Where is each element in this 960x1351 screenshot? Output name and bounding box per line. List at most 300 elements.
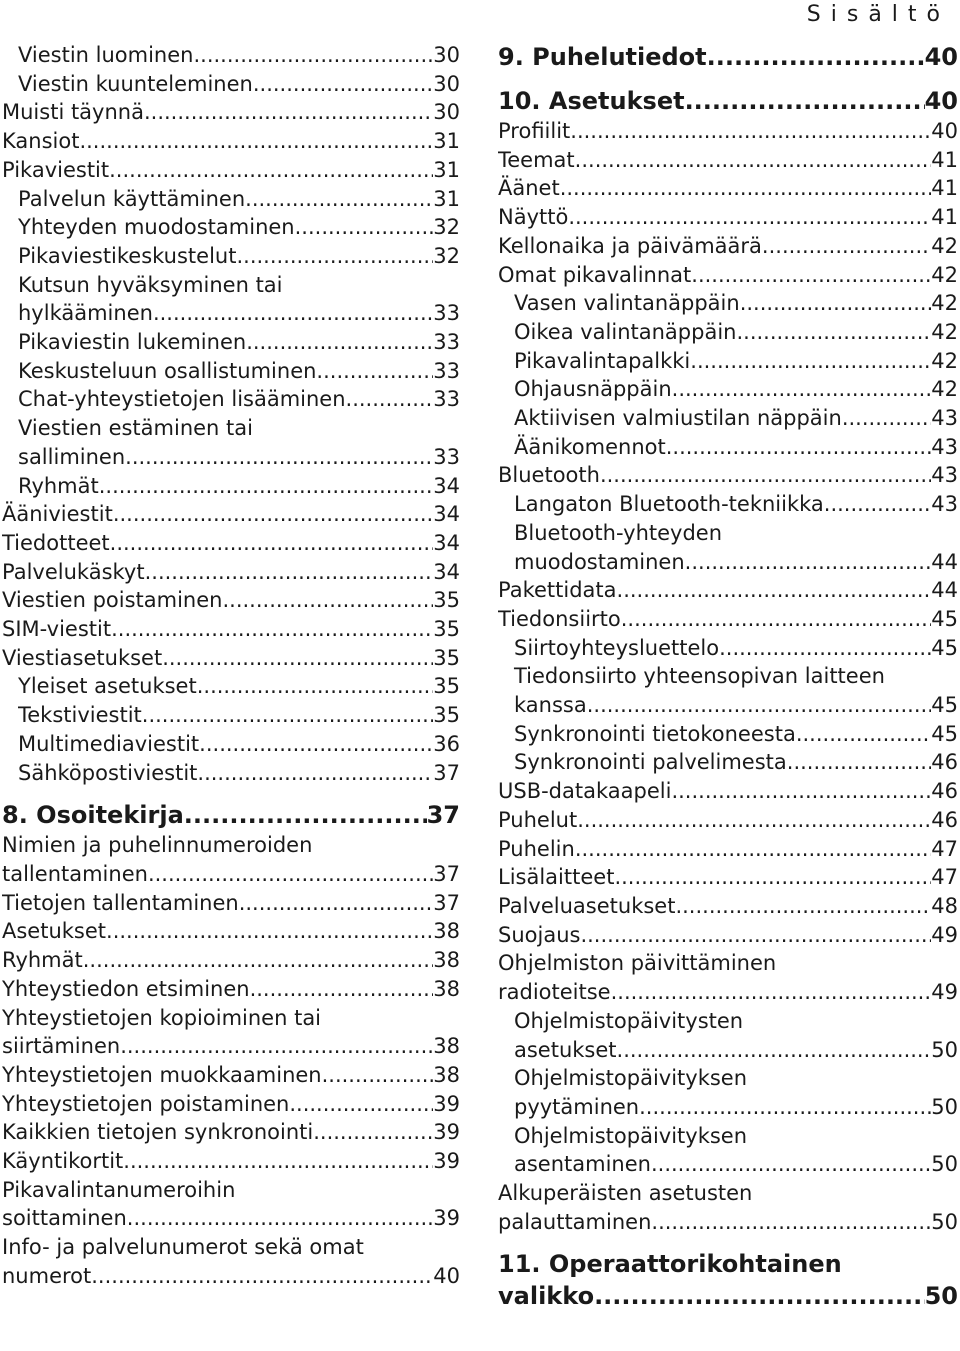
toc-page-number: 43 xyxy=(931,492,958,517)
dot-leader xyxy=(577,806,931,835)
toc-entry-title: numerot xyxy=(2,1263,92,1288)
toc-entry-title: Ryhmät xyxy=(18,473,99,498)
toc-entry[interactable] xyxy=(498,1179,958,1236)
toc-entry-title: Langaton Bluetooth-tekniikka xyxy=(514,492,824,517)
toc-entry-title: USB-datakaapeli xyxy=(498,779,672,804)
toc-entry[interactable] xyxy=(498,146,958,175)
toc-page-number: 42 xyxy=(931,233,958,258)
toc-entry-title: Pikaviestikeskustelut xyxy=(18,243,237,268)
toc-page-number: 50 xyxy=(931,1209,958,1234)
dot-leader xyxy=(346,385,434,414)
dot-leader xyxy=(110,529,434,558)
dot-leader xyxy=(671,777,931,806)
toc-entry[interactable] xyxy=(2,41,460,70)
toc-page-number: 34 xyxy=(433,502,460,527)
toc-entry-title: Kellonaika ja päivämäärä xyxy=(498,233,762,258)
toc-entry[interactable] xyxy=(2,271,460,328)
dot-leader xyxy=(691,261,931,290)
toc-page-number: 46 xyxy=(931,779,958,804)
toc-entry[interactable] xyxy=(2,1061,460,1090)
toc-page-number: 33 xyxy=(433,330,460,355)
toc-entry[interactable] xyxy=(498,1007,958,1064)
toc-entry-title: Palveluasetukset xyxy=(498,893,676,918)
toc-entry-title-line: Viestien estäminen tai xyxy=(18,416,253,441)
toc-page-number: 41 xyxy=(931,147,958,172)
toc-entry[interactable] xyxy=(498,806,958,835)
toc-page-number: 30 xyxy=(433,71,460,96)
toc-entry[interactable] xyxy=(498,289,958,318)
dot-leader xyxy=(575,835,931,864)
toc-left-column xyxy=(2,41,460,1291)
toc-entry[interactable] xyxy=(498,720,958,749)
toc-entry[interactable] xyxy=(498,863,958,892)
toc-entry-title-line: Ohjelmistopäivityksen xyxy=(514,1066,748,1091)
toc-entry[interactable] xyxy=(2,917,460,946)
dot-leader xyxy=(651,1150,931,1179)
dot-leader xyxy=(570,117,931,146)
dot-leader xyxy=(145,558,434,587)
toc-page-number: 37 xyxy=(433,890,460,915)
toc-entry-title: Vasen valintanäppäin xyxy=(514,291,740,316)
toc-entry-title: Kaikkien tietojen synkronointi xyxy=(2,1120,314,1145)
toc-entry-title-line: Bluetooth-yhteyden xyxy=(514,520,723,545)
toc-entry-title: Yleiset asetukset xyxy=(18,674,197,699)
toc-page-number: 46 xyxy=(931,807,958,832)
toc-page-number: 42 xyxy=(931,377,958,402)
dot-leader xyxy=(142,701,433,730)
toc-entry-title: Oikea valintanäppäin xyxy=(514,319,737,344)
toc-page-number: 38 xyxy=(433,976,460,1001)
toc-page-number: 39 xyxy=(433,1206,460,1231)
dot-leader xyxy=(685,548,932,577)
toc-entry-title: Tiedonsiirto xyxy=(498,606,621,631)
toc-entry[interactable] xyxy=(2,98,460,127)
toc-page-number: 43 xyxy=(931,463,958,488)
toc-entry[interactable] xyxy=(2,156,460,185)
dot-leader xyxy=(153,299,433,328)
toc-entry-title: Puhelut xyxy=(498,807,578,832)
toc-entry-title-line: Ohjelmistopäivitysten xyxy=(514,1008,744,1033)
toc-entry-title: Pikaviestit xyxy=(2,157,110,182)
toc-entry-title: Lisälaitteet xyxy=(498,865,615,890)
dot-leader xyxy=(99,472,434,501)
dot-leader xyxy=(316,357,433,386)
toc-entry-title-line: Ohjelmiston päivittäminen xyxy=(498,951,777,976)
toc-entry-title: Palvelukäskyt xyxy=(2,559,145,584)
toc-entry-title: siirtäminen xyxy=(2,1034,121,1059)
toc-page-number: 50 xyxy=(924,1282,958,1311)
toc-entry[interactable] xyxy=(498,835,958,864)
dot-leader xyxy=(199,730,433,759)
dot-leader xyxy=(707,41,925,73)
toc-page-number: 38 xyxy=(433,1034,460,1059)
dot-leader xyxy=(197,759,433,788)
toc-entry-title-line: Alkuperäisten asetusten xyxy=(498,1181,753,1206)
toc-chapter-heading[interactable] xyxy=(498,41,958,73)
dot-leader xyxy=(685,85,925,117)
dot-leader xyxy=(91,1262,433,1291)
toc-entry-title-line: Kutsun hyväksyminen tai xyxy=(18,272,283,297)
toc-page-number: 32 xyxy=(433,215,460,240)
toc-entry[interactable] xyxy=(2,414,460,471)
toc-entry[interactable] xyxy=(498,1122,958,1179)
dot-leader xyxy=(560,174,932,203)
toc-page-number: 44 xyxy=(931,549,958,574)
dot-leader xyxy=(740,289,932,318)
toc-entry-title: Pakettidata xyxy=(498,578,617,603)
dot-leader xyxy=(250,975,434,1004)
toc-entry-title: Teemat xyxy=(498,147,575,172)
toc-page-number: 39 xyxy=(433,1120,460,1145)
toc-page-number: 45 xyxy=(931,721,958,746)
toc-entry-title: 8. Osoitekirja xyxy=(2,801,184,830)
toc-entry[interactable] xyxy=(2,529,460,558)
dot-leader xyxy=(842,404,931,433)
toc-entry-title: asentaminen xyxy=(514,1152,651,1177)
dot-leader xyxy=(246,328,433,357)
toc-entry[interactable] xyxy=(2,889,460,918)
toc-entry-title: 10. Asetukset xyxy=(498,87,685,115)
dot-leader xyxy=(639,1093,931,1122)
dot-leader xyxy=(289,1090,433,1119)
dot-leader xyxy=(690,347,931,376)
toc-entry[interactable] xyxy=(498,605,958,634)
toc-page-number: 45 xyxy=(931,606,958,631)
toc-entry[interactable] xyxy=(498,433,958,462)
toc-entry-title: Käyntikortit xyxy=(2,1149,124,1174)
toc-entry[interactable] xyxy=(2,242,460,271)
toc-page-number: 30 xyxy=(433,43,460,67)
toc-chapter-heading[interactable] xyxy=(498,85,958,117)
toc-page-number: 33 xyxy=(433,301,460,326)
toc-page-number: 35 xyxy=(433,645,460,670)
toc-entry-title: radioteitse xyxy=(498,980,611,1005)
toc-entry-title: Palvelun käyttäminen xyxy=(18,186,246,211)
toc-entry-title: palauttaminen xyxy=(498,1209,652,1234)
toc-entry[interactable] xyxy=(498,375,958,404)
toc-page-number: 39 xyxy=(433,1149,460,1174)
toc-entry-title: Ryhmät xyxy=(2,948,83,973)
toc-entry[interactable] xyxy=(2,1147,460,1176)
toc-entry[interactable] xyxy=(498,576,958,605)
dot-leader xyxy=(113,500,433,529)
toc-entry[interactable] xyxy=(498,490,958,519)
toc-entry[interactable] xyxy=(498,117,958,146)
toc-entry[interactable] xyxy=(2,1004,460,1061)
dot-leader xyxy=(144,98,433,127)
dot-leader xyxy=(611,978,932,1007)
toc-entry-title-line: Tiedonsiirto yhteensopivan laitteen xyxy=(514,664,885,689)
toc-page-number: 37 xyxy=(426,801,460,830)
toc-entry-title-line: Nimien ja puhelinnumeroiden xyxy=(2,833,313,858)
toc-entry-title: Aktiivisen valmiustilan näppäin xyxy=(514,406,842,431)
toc-page-number: 41 xyxy=(931,205,958,230)
dot-leader xyxy=(184,799,427,831)
dot-leader xyxy=(79,127,433,156)
toc-entry-title-line: Info- ja palvelunumerot sekä omat xyxy=(2,1235,364,1260)
toc-entry-title: Tekstiviestit xyxy=(18,703,142,728)
toc-entry-title: kanssa xyxy=(514,693,587,718)
dot-leader xyxy=(666,433,932,462)
toc-page-number: 50 xyxy=(931,1037,958,1062)
dot-leader xyxy=(651,1208,931,1237)
toc-entry-title: tallentaminen xyxy=(2,861,148,886)
dot-leader xyxy=(245,185,433,214)
toc-entry[interactable] xyxy=(498,404,958,433)
dot-leader xyxy=(313,1118,433,1147)
toc-entry[interactable] xyxy=(2,644,460,673)
toc-page-number: 47 xyxy=(931,836,958,861)
toc-entry[interactable] xyxy=(2,1233,460,1290)
dot-leader xyxy=(736,318,931,347)
toc-page-number: 30 xyxy=(433,100,460,125)
toc-entry-title-line: Yhteystietojen kopioiminen tai xyxy=(2,1005,322,1030)
toc-entry[interactable] xyxy=(2,357,460,386)
toc-chapter-heading[interactable] xyxy=(498,1248,958,1312)
toc-page-number: 34 xyxy=(433,530,460,555)
toc-page-number: 40 xyxy=(931,119,958,143)
toc-entry[interactable] xyxy=(498,318,958,347)
toc-page-number: 32 xyxy=(433,243,460,268)
dot-leader xyxy=(197,672,434,701)
toc-entry-title: salliminen xyxy=(18,444,126,469)
dot-leader xyxy=(125,443,433,472)
toc-entry-title: Kansiot xyxy=(2,129,80,154)
toc-entry-title: Synkronointi tietokoneesta xyxy=(514,721,796,746)
dot-leader xyxy=(617,576,932,605)
toc-entry-title: soittaminen xyxy=(2,1206,127,1231)
toc-entry-title: Sähköpostiviestit xyxy=(18,760,198,785)
toc-entry-title: hylkääminen xyxy=(18,301,153,326)
toc-entry-title: asetukset xyxy=(514,1037,617,1062)
toc-entry[interactable] xyxy=(2,946,460,975)
dot-leader xyxy=(719,634,931,663)
toc-page-number: 44 xyxy=(931,578,958,603)
toc-entry[interactable] xyxy=(498,949,958,1006)
toc-entry-title: Omat pikavalinnat xyxy=(498,262,692,287)
toc-entry[interactable] xyxy=(2,385,460,414)
toc-page-number: 49 xyxy=(931,922,958,947)
dot-leader xyxy=(614,863,931,892)
dot-leader xyxy=(193,41,433,70)
toc-page-number: 39 xyxy=(433,1091,460,1116)
toc-page-number: 33 xyxy=(433,358,460,383)
dot-leader xyxy=(322,1061,434,1090)
toc-page-number: 45 xyxy=(931,693,958,718)
toc-page-number: 42 xyxy=(931,348,958,373)
toc-entry[interactable] xyxy=(2,672,460,701)
dot-leader xyxy=(295,213,434,242)
toc-entry-title: Multimediaviestit xyxy=(18,731,200,756)
toc-entry[interactable] xyxy=(2,1118,460,1147)
toc-entry[interactable] xyxy=(2,213,460,242)
dot-leader xyxy=(111,615,433,644)
toc-page-number: 33 xyxy=(433,387,460,412)
toc-entry-title: Tietojen tallentaminen xyxy=(2,890,239,915)
toc-page-number: 37 xyxy=(433,861,460,886)
dot-leader xyxy=(236,242,433,271)
toc-entry-title: Puhelin xyxy=(498,836,575,861)
toc-entry-title: Profiilit xyxy=(498,119,571,143)
toc-entry-title: valikko xyxy=(498,1282,595,1311)
toc-entry-title: SIM-viestit xyxy=(2,617,112,642)
section-header: Sisältö xyxy=(806,2,950,27)
toc-right-column xyxy=(498,41,958,1312)
toc-entry[interactable] xyxy=(498,347,958,376)
toc-entry[interactable] xyxy=(2,70,460,99)
dot-leader xyxy=(148,860,433,889)
toc-page-number: 40 xyxy=(924,43,958,71)
toc-entry[interactable] xyxy=(498,892,958,921)
dot-leader xyxy=(568,203,931,232)
toc-page-number: 31 xyxy=(433,186,460,211)
toc-entry[interactable] xyxy=(498,174,958,203)
toc-entry-title: Äänet xyxy=(498,176,560,201)
toc-entry[interactable] xyxy=(2,615,460,644)
toc-entry[interactable] xyxy=(498,1064,958,1121)
toc-page-number: 41 xyxy=(931,176,958,201)
toc-entry-title: Yhteyden muodostaminen xyxy=(18,215,295,240)
toc-entry[interactable] xyxy=(498,203,958,232)
toc-entry-title: 9. Puhelutiedot xyxy=(498,43,707,71)
toc-page-number: 35 xyxy=(433,674,460,699)
dot-leader xyxy=(787,748,932,777)
toc-page-number: 47 xyxy=(931,865,958,890)
toc-entry[interactable] xyxy=(498,662,958,719)
toc-entry[interactable] xyxy=(2,701,460,730)
toc-page-number: 43 xyxy=(931,406,958,431)
dot-leader xyxy=(621,605,932,634)
dot-leader xyxy=(672,375,932,404)
dot-leader xyxy=(123,1147,433,1176)
toc-entry-title: Pikaviestin lukeminen xyxy=(18,330,247,355)
dot-leader xyxy=(587,691,932,720)
dot-leader xyxy=(109,156,433,185)
toc-entry-title: Viestiasetukset xyxy=(2,645,163,670)
toc-entry[interactable] xyxy=(498,461,958,490)
dot-leader xyxy=(127,1204,433,1233)
toc-entry-title: Viestien poistaminen xyxy=(2,588,223,613)
dot-leader xyxy=(796,720,931,749)
toc-page-number: 38 xyxy=(433,948,460,973)
toc-entry[interactable] xyxy=(2,975,460,1004)
dot-leader xyxy=(222,586,433,615)
toc-entry[interactable] xyxy=(498,232,958,261)
toc-entry-title: Pikavalintapalkki xyxy=(514,348,691,373)
toc-entry-title: Bluetooth xyxy=(498,463,600,488)
toc-entry[interactable] xyxy=(2,831,460,888)
dot-leader xyxy=(675,892,931,921)
toc-page-number: 31 xyxy=(433,129,460,154)
toc-entry[interactable] xyxy=(498,261,958,290)
dot-leader xyxy=(762,232,931,261)
toc-entry[interactable] xyxy=(2,500,460,529)
dot-leader xyxy=(83,946,434,975)
toc-entry[interactable] xyxy=(498,748,958,777)
toc-entry[interactable] xyxy=(2,185,460,214)
toc-entry-title: Viestin luominen xyxy=(18,43,194,67)
toc-page-number: 40 xyxy=(924,87,958,115)
dot-leader xyxy=(600,461,931,490)
toc-page-number: 34 xyxy=(433,559,460,584)
toc-page-number: 46 xyxy=(931,750,958,775)
toc-entry[interactable] xyxy=(498,777,958,806)
toc-page-number: 31 xyxy=(433,157,460,182)
toc-entry-title: Siirtoyhteysluettelo xyxy=(514,635,720,660)
toc-entry-title: Suojaus xyxy=(498,922,581,947)
toc-page-number: 42 xyxy=(931,319,958,344)
toc-page-number: 34 xyxy=(433,473,460,498)
dot-leader xyxy=(239,889,434,918)
dot-leader xyxy=(617,1036,932,1065)
dot-leader xyxy=(575,146,932,175)
toc-entry-title: Yhteystiedon etsiminen xyxy=(2,976,250,1001)
toc-page-number: 35 xyxy=(433,617,460,642)
toc-entry-title: Yhteystietojen muokkaaminen xyxy=(2,1062,322,1087)
toc-entry-title: pyytäminen xyxy=(514,1094,640,1119)
toc-entry-title: Asetukset xyxy=(2,919,107,944)
toc-entry-title: Muisti täynnä xyxy=(2,100,144,125)
toc-chapter-heading[interactable] xyxy=(2,799,460,831)
toc-page-number: 48 xyxy=(931,893,958,918)
dot-leader xyxy=(162,644,433,673)
dot-leader xyxy=(120,1032,433,1061)
toc-entry[interactable] xyxy=(498,519,958,576)
toc-entry-title: Näyttö xyxy=(498,205,569,230)
toc-page-number: 50 xyxy=(931,1094,958,1119)
toc-entry[interactable] xyxy=(498,634,958,663)
toc-entry[interactable] xyxy=(2,1090,460,1119)
toc-page-number: 45 xyxy=(931,635,958,660)
dot-leader xyxy=(824,490,931,519)
toc-page-number: 35 xyxy=(433,588,460,613)
toc-entry-title: Chat-yhteystietojen lisääminen xyxy=(18,387,346,412)
toc-entry-title: Yhteystietojen poistaminen xyxy=(2,1091,290,1116)
toc-page-number: 38 xyxy=(433,919,460,944)
toc-page-number: 37 xyxy=(433,760,460,785)
toc-page-number: 38 xyxy=(433,1062,460,1087)
toc-page-number: 40 xyxy=(433,1263,460,1288)
toc-page-number: 42 xyxy=(931,291,958,316)
toc-entry[interactable] xyxy=(498,921,958,950)
toc-entry[interactable] xyxy=(2,730,460,759)
toc-entry-title: Äänikomennot xyxy=(514,434,666,459)
toc-entry[interactable] xyxy=(2,127,460,156)
toc-entry-title: Keskusteluun osallistuminen xyxy=(18,358,317,383)
toc-entry-title: Ääniviestit xyxy=(2,502,113,527)
toc-entry[interactable] xyxy=(2,558,460,587)
dot-leader xyxy=(594,1280,925,1312)
toc-entry[interactable] xyxy=(2,759,460,788)
toc-page-number: 50 xyxy=(931,1152,958,1177)
toc-page-number: 49 xyxy=(931,980,958,1005)
dot-leader xyxy=(253,70,433,99)
toc-page-number: 42 xyxy=(931,262,958,287)
toc-entry-title: Ohjausnäppäin xyxy=(514,377,672,402)
toc-entry-title-line: Pikavalintanumeroihin xyxy=(2,1177,236,1202)
toc-entry[interactable] xyxy=(2,586,460,615)
toc-entry-title: Synkronointi palvelimesta xyxy=(514,750,787,775)
toc-page-number: 36 xyxy=(433,731,460,756)
toc-entry-title: Viestin kuunteleminen xyxy=(18,71,253,96)
toc-entry[interactable] xyxy=(2,328,460,357)
toc-entry[interactable] xyxy=(2,472,460,501)
toc-entry-title-line: Ohjelmistopäivityksen xyxy=(514,1123,748,1148)
dot-leader xyxy=(580,921,931,950)
toc-entry[interactable] xyxy=(2,1176,460,1233)
toc-page-number: 35 xyxy=(433,703,460,728)
toc-entry-title: Tiedotteet xyxy=(2,530,110,555)
